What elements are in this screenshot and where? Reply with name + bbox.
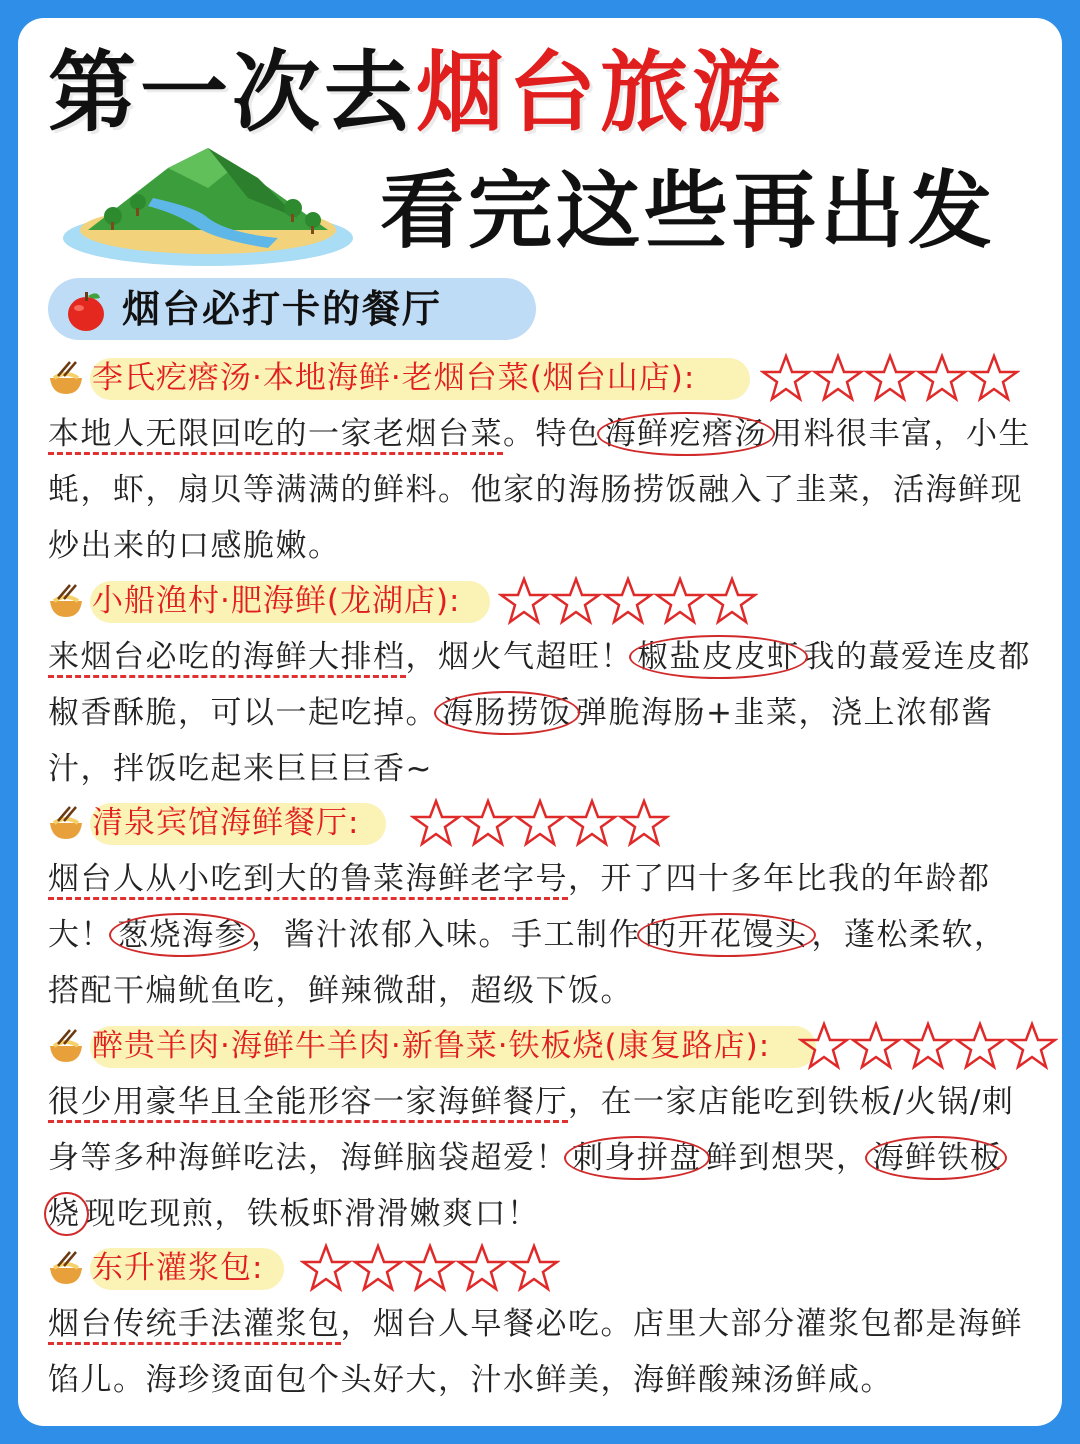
apple-icon — [62, 286, 110, 334]
desc-text: ，开了四十多年比我的年龄都大！ — [48, 861, 991, 953]
circled-phrase: 椒盐皮皮虾 — [633, 639, 804, 675]
desc-text: 鲜到想哭， — [706, 1140, 869, 1176]
circled-phrase: 刺身拼盘 — [568, 1140, 706, 1176]
underlined-phrase: 烟台传统手法灌浆包 — [48, 1306, 341, 1345]
rating-stars — [760, 352, 1020, 404]
underlined-phrase: 烟台人从小吃到大的鲁菜海鲜老字号 — [48, 861, 568, 900]
restaurant-entry — [18, 1240, 1062, 1408]
circled-phrase: 葱烧海参 — [113, 917, 251, 953]
circled-phrase: 海鲜铁板烧 — [48, 1140, 1003, 1232]
ramen-bowl-icon — [46, 1028, 86, 1066]
circled-phrase: 海肠捞饭 — [438, 695, 576, 731]
restaurant-header — [18, 573, 1062, 629]
restaurant-name: 醉贵羊肉·海鲜牛羊肉·新鲁菜·铁板烧(康复路店): — [92, 1028, 771, 1064]
desc-text: 。特色 — [503, 416, 601, 452]
rating-stars — [498, 575, 758, 627]
restaurant-header — [18, 1240, 1062, 1296]
ramen-bowl-icon — [46, 805, 86, 843]
desc-text: ，酱汁浓郁入味。手工制作 — [251, 917, 641, 953]
ramen-bowl-icon — [46, 1250, 86, 1288]
desc-text: ，在一家店能吃到铁板/火锅/刺身等多种海鲜吃法，海鲜脑袋超爱！ — [48, 1084, 1015, 1176]
restaurant-description — [48, 1296, 1038, 1408]
desc-text: 现吃现煎，铁板虾滑滑嫩爽口！ — [84, 1196, 540, 1232]
restaurant-header — [18, 795, 1062, 851]
restaurant-entry — [18, 795, 1062, 1019]
ramen-bowl-icon — [46, 583, 86, 621]
title-black-part: 第一次去 — [48, 41, 417, 144]
desc-text: 弹脆海肠+韭菜，浇上浓郁酱汁，拌饭吃起来巨巨巨香~ — [48, 695, 994, 787]
rating-stars — [798, 1020, 1058, 1072]
desc-text: 我的蕞爱连皮都椒香酥脆，可以一起吃掉。 — [48, 639, 1031, 731]
underlined-phrase: 很少用豪华且全能形容一家海鲜餐厅 — [48, 1084, 568, 1123]
restaurant-name: 东升灌浆包: — [92, 1250, 264, 1286]
content-card — [18, 18, 1062, 1426]
underlined-phrase: 本地人无限回吃的一家老烟台菜 — [48, 416, 503, 455]
desc-text: ，烟火气超旺！ — [405, 639, 633, 675]
rating-stars — [300, 1242, 560, 1294]
circled-phrase: 海鲜疙瘩汤 — [601, 416, 772, 452]
restaurant-name: 李氏疙瘩汤·本地海鲜·老烟台菜(烟台山店): — [92, 360, 696, 396]
restaurant-description — [48, 629, 1038, 797]
restaurant-entry — [18, 573, 1062, 797]
desc-text: ，蓬松柔软，搭配干煸鱿鱼吃，鲜辣微甜，超级下饭。 — [48, 917, 1007, 1009]
section-title: 烟台必打卡的餐厅 — [122, 287, 443, 331]
desc-text: 用料很丰富，小生蚝，虾，扇贝等满满的鲜料。他家的海肠捞饭融入了韭菜，活海鲜现炒出来的口感脆嫩。 — [48, 416, 1031, 564]
underlined-phrase: 来烟台必吃的海鲜大排档 — [48, 639, 406, 678]
island-illustration — [58, 138, 358, 268]
restaurant-description — [48, 851, 1038, 1019]
circled-phrase: 的开花馒头 — [641, 917, 812, 953]
restaurant-name: 清泉宾馆海鲜餐厅: — [92, 805, 360, 841]
restaurant-description — [48, 1074, 1038, 1242]
restaurant-entry — [18, 350, 1062, 574]
ramen-bowl-icon — [46, 360, 86, 398]
rating-stars — [410, 797, 670, 849]
restaurant-entry — [18, 1018, 1062, 1242]
restaurant-header — [18, 350, 1062, 406]
restaurant-name: 小船渔村·肥海鲜(龙湖店): — [92, 583, 461, 619]
desc-text: ，烟台人早餐必吃。店里大部分灌浆包都是海鲜馅儿。海珍烫面包个头好大，汁水鲜美，海鲜酸辣汤鲜咸。 — [48, 1306, 1023, 1398]
page-title-line2: 看完这些再出发 — [380, 162, 997, 260]
title-red-part: 烟台旅游 — [416, 41, 785, 144]
restaurant-description — [48, 406, 1038, 574]
restaurant-header — [18, 1018, 1062, 1074]
section-header — [48, 278, 536, 340]
page-title-line1 — [48, 38, 784, 148]
